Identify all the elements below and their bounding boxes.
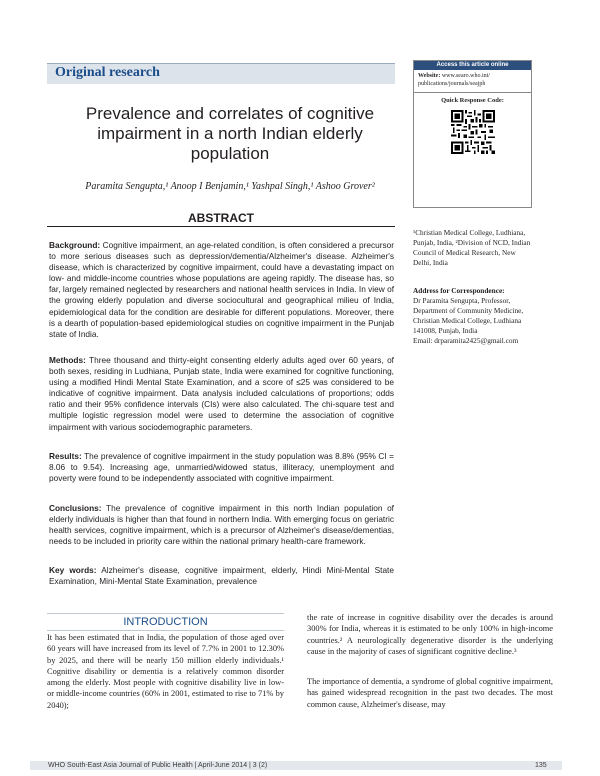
section-label-text: Original research [55,65,160,80]
background-text: Cognitive impairment, an age-related condition, is often considered a precursor to more serious diseases such as depression/dementia/Alzheimer's disease. Alzheimer's disease, which is characterized by cognitive impairment, could have a devastating impact on low- and middle-income countries whose populations are ageing rapidly. The disease has, so far, largely remained neglected by researchers and national health services in India. In view of the growing elderly population and diverse sociocultural and geographical milieu of India, epidemiological data for the condition are desirable for different populations. Moreover, there is a dearth of population-based epidemiological studies on cognitive impairment in the Punjab state of India. [49,240,394,339]
correspondence-email[interactable]: Email: drparamita2425@gmail.com [413,336,519,345]
authors: Paramita Sengupta,¹ Anoop I Benjamin,¹ Yashpal Singh,¹ Ashoo Grover² [85,181,375,192]
background-label: Background: [49,240,101,250]
website-label: Website: [418,73,441,79]
page-footer [0,760,600,772]
abstract-background [49,240,394,340]
conclusions-label: Conclusions: [49,503,102,513]
methods-label: Methods: [49,355,86,365]
access-website [414,70,531,90]
affiliation: ¹Christian Medical College, Ludhiana, Punjab, India, ²Division of NCD, Indian Council of Medical Research, New Delhi, India [413,228,531,267]
correspondence-label: Address for Correspondence: [413,286,505,295]
correspondence [413,286,538,346]
abstract-methods [49,355,394,433]
intro-left-text: It has been estimated that in India, the population of those aged over 60 years will have increased from its level of 7.7% in 2001 to 12.30% by 2025, and there will be nearly 150 million elderly individuals.¹ Cognitive disability or dementia is a relatively common disorder among the elderly. Most people with cognitive disability live in low- or middle-income countries (60% in 2001, estimated to rise to 71% by 2040); [47,633,284,710]
keywords-label: Key words: [49,565,97,575]
website-url[interactable]: www.searo.who.int/ [441,73,490,79]
access-box [413,60,532,208]
conclusions-text: The prevalence of cognitive impairment in this north Indian population of elderly individuals is higher than that found in northern India. With emerging focus on geriatric health services, cognitive impairment, which is a precursor of Alzheimer's disease/dementias, needs to be included in priority care within the national primary health-care framework. [49,503,394,547]
section-label [47,63,395,84]
access-divider [414,92,531,93]
abstract-keywords [49,565,394,587]
qr-label: Quick Response Code: [441,97,504,104]
website-path[interactable]: publications/journals/seajph [418,81,486,87]
qr-code-icon [451,110,495,154]
abstract-results [49,451,394,484]
methods-text: Three thousand and thirty-eight consenting elderly adults aged over 60 years, of both sexes, residing in Ludhiana, Punjab state, India were examined for cognitive functioning, using a modified Hindi Mental State Examination, and a score of ≤25 was considered to be indicative of cognitive impairment. Data analysis included calculations of proportions; odds ratio and their 95% confidence intervals (CIs) were also calculated. The chi-square test and multiple logistic regression model were used to determine the association of cognitive impairment with various sociodemographic parameters. [49,355,394,432]
footer-page-number: 135 [535,762,547,769]
keywords-text: Alzheimer's disease, cognitive impairment, elderly, Hindi Mini-Mental State Examination, Mini-Mental State Examination, prevalence [49,565,394,587]
access-head: Access this article online [414,61,531,70]
introduction-heading: INTRODUCTION [47,613,284,631]
results-text: The prevalence of cognitive impairment in the study population was 8.8% (95% CI = 8.06 to 9.54). Increasing age, unmarried/widowed status, illiteracy, unemployment and poverty were found to be independently associated with cognitive impairment. [49,451,395,484]
intro-right-text-1: the rate of increase in cognitive disability over the decades is around 300% for India, whereas it is estimated to be only 100% in high-income countries.² A neurologically degenerative disorder is the underlying cause in the majority of cases of significant cognitive decline.³ [307,613,553,656]
article-title: Prevalence and correlates of cognitive impairment in a north Indian elderly population [85,104,375,163]
correspondence-text: Dr Paramita Sengupta, Professor, Department of Community Medicine, Christian Medical College, Ludhiana 141008, Punjab, India [413,296,524,335]
results-label: Results: [49,451,82,461]
intro-right-text-2: The importance of dementia, a syndrome of global cognitive impairment, has gained widespread recognition in the past two decades. The most common cause, Alzheimer's disease, may [307,677,553,709]
abstract-rule [47,226,395,227]
footer-journal: WHO South-East Asia Journal of Public Health | April-June 2014 | 3 (2) [48,762,268,769]
abstract-conclusions [49,503,394,547]
abstract-heading: ABSTRACT [188,211,254,225]
